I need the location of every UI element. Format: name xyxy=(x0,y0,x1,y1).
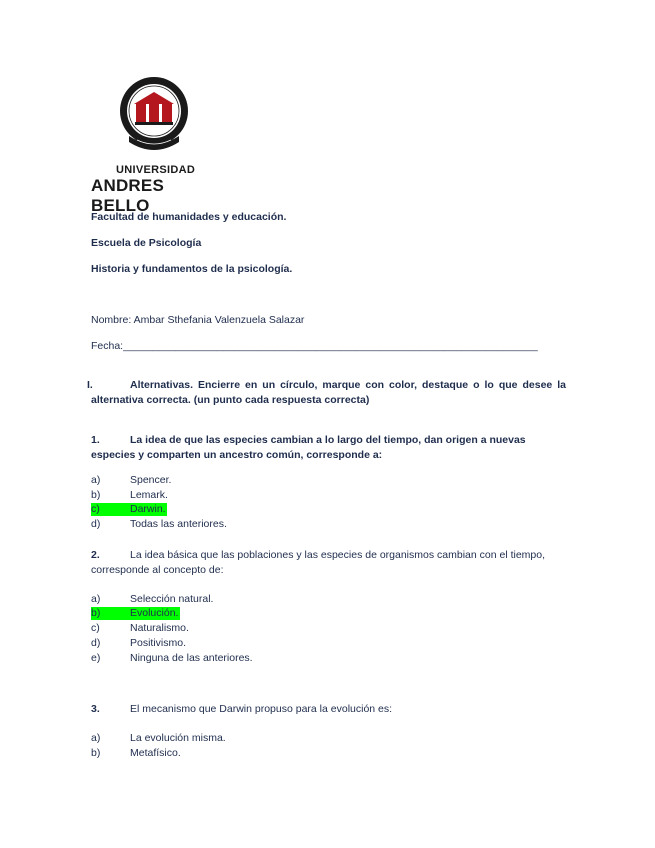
option-letter: a) xyxy=(91,474,101,486)
school-heading: Escuela de Psicología xyxy=(91,237,202,249)
option-text: Spencer. xyxy=(130,474,172,486)
date-line: Fecha:_______________________________________________________________________ xyxy=(91,340,538,352)
option-letter: c) xyxy=(91,622,100,634)
question-number: 3. xyxy=(91,703,100,715)
option-letter: d) xyxy=(91,518,101,530)
logo-text-line1: UNIVERSIDAD xyxy=(116,164,196,176)
option-text: Positivismo. xyxy=(130,637,187,649)
option-letter: b) xyxy=(91,747,101,759)
option-text-selected: Darwin. xyxy=(130,503,166,515)
option-text: Lemark. xyxy=(130,489,168,501)
question-text: La idea de que las especies cambian a lo largo del tiempo, dan origen a nuevas especies y comparten un ancestro común, corresponde a: xyxy=(91,434,526,461)
option-letter: b) xyxy=(91,489,101,501)
option-text: Naturalismo. xyxy=(130,622,189,634)
logo-text-line2: ANDRES BELLO xyxy=(91,176,164,215)
question-number: 1. xyxy=(91,434,100,446)
option-text: Metafísico. xyxy=(130,747,181,759)
option-letter: b) xyxy=(91,607,101,619)
faculty-heading: Facultad de humanidades y educación. xyxy=(91,211,287,223)
option-letter: c) xyxy=(91,503,100,515)
university-logo xyxy=(91,76,221,215)
option-text: Ninguna de las anteriores. xyxy=(130,652,253,664)
option-letter: a) xyxy=(91,732,101,744)
option-letter: a) xyxy=(91,593,101,605)
option-text: Todas las anteriores. xyxy=(130,518,227,530)
university-seal-icon xyxy=(119,76,189,162)
student-name-line: Nombre: Ambar Sthefania Valenzuela Salazar xyxy=(91,314,305,326)
question-text: La idea básica que las poblaciones y las especies de organismos cambian con el tiempo, corresponde al concepto de: xyxy=(91,549,545,576)
option-text: Selección natural. xyxy=(130,593,214,605)
option-text-selected: Evolución. xyxy=(130,607,179,619)
course-heading: Historia y fundamentos de la psicología. xyxy=(91,263,293,275)
option-letter: e) xyxy=(91,652,101,664)
question-text: El mecanismo que Darwin propuso para la evolución es: xyxy=(130,703,393,715)
section-number: I. xyxy=(87,379,93,391)
option-letter: d) xyxy=(91,637,101,649)
section-instructions: Alternativas. Encierre en un círculo, marque con color, destaque o lo que desee la alternativa correcta. (un punto cada respuesta correcta) xyxy=(91,379,566,406)
option-text: La evolución misma. xyxy=(130,732,226,744)
question-number: 2. xyxy=(91,549,100,561)
